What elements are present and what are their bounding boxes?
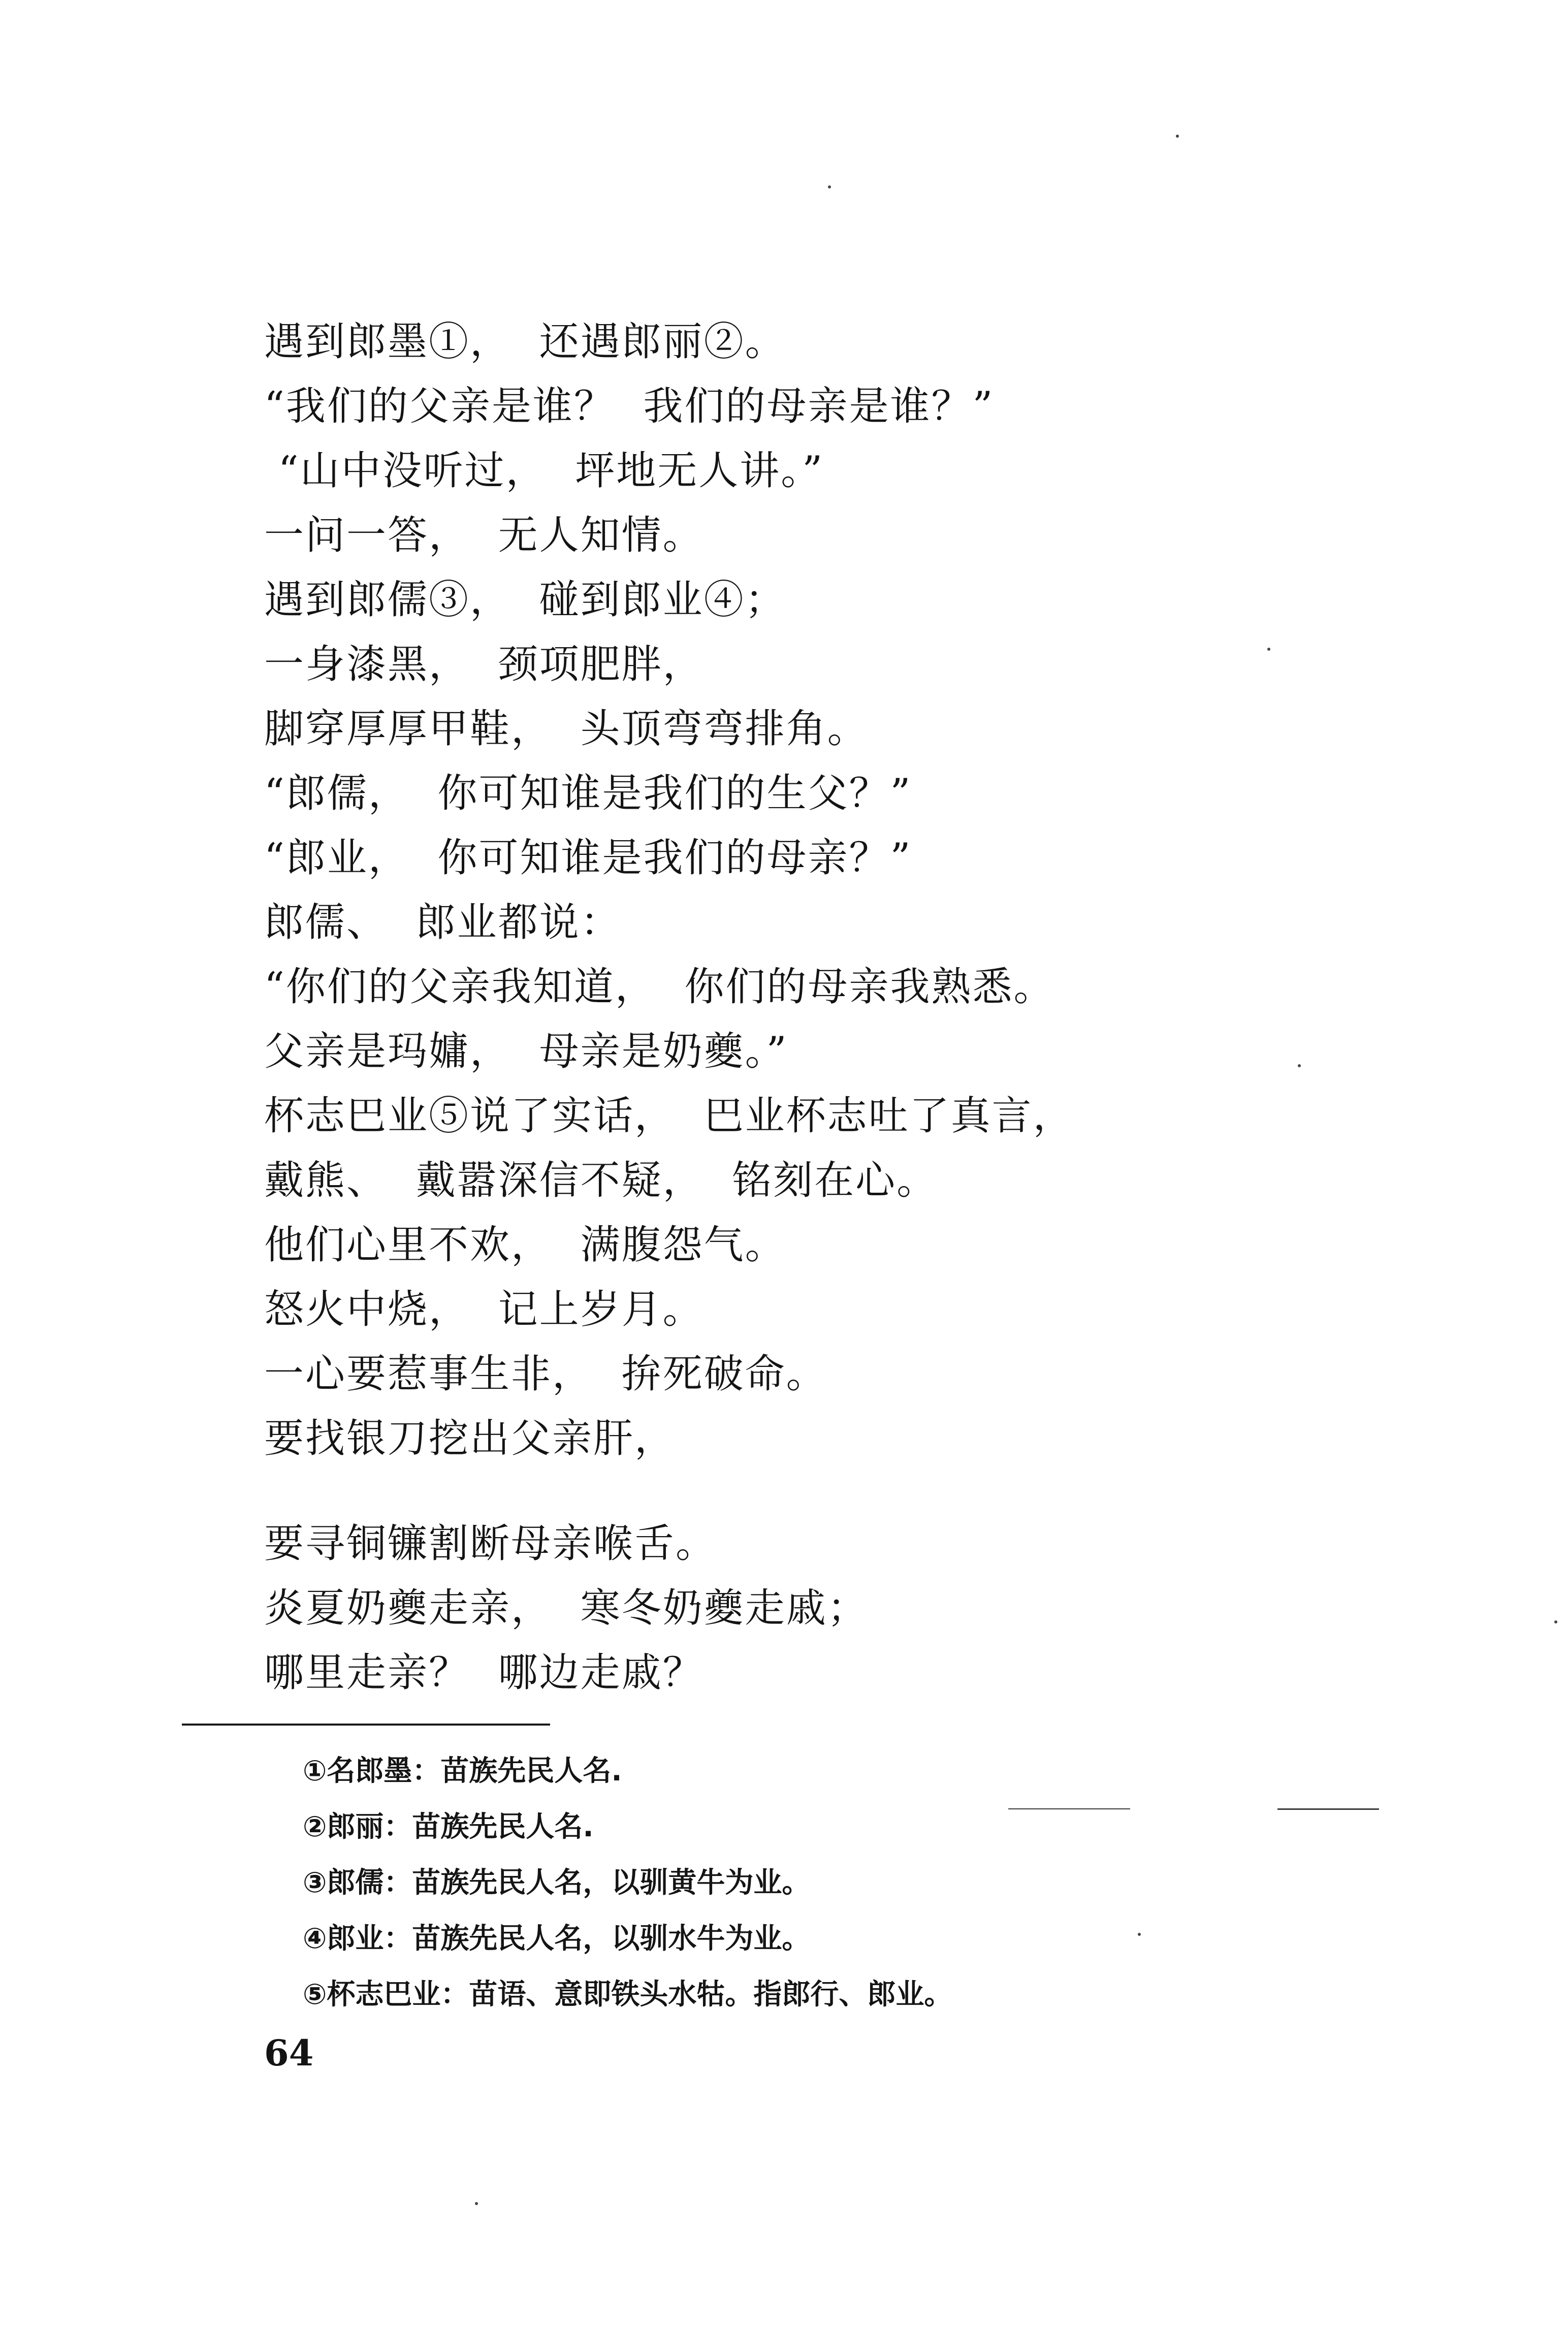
- verse-line: 炎夏奶夔走亲， 寒冬奶夔走戚；: [264, 1585, 869, 1631]
- verse-line: 遇到郎墨①， 还遇郎丽②。: [264, 319, 786, 365]
- verse-line: 怒火中烧， 记上岁月。: [264, 1287, 704, 1332]
- verse-line: “我们的父亲是谁？ 我们的母亲是谁？”: [264, 384, 995, 429]
- stanza-gap: [264, 1471, 1483, 1512]
- verse-line: 要寻铜镰割断母亲喉舌。: [264, 1521, 717, 1567]
- verse-line: 哪里走亲？ 哪边走戚？: [264, 1650, 704, 1696]
- verse-line: 杯志巴业⑤说了实话， 巴业杯志吐了真言，: [264, 1093, 1074, 1139]
- scan-artifact-dot: [1138, 1933, 1141, 1936]
- verse-line: 他们心里不欢， 满腹怨气。: [264, 1222, 786, 1268]
- verse-line: 戴熊、 戴嚣深信不疑， 铭刻在心。: [264, 1158, 938, 1203]
- verse-line: 遇到郎儒③， 碰到郎业④；: [264, 577, 786, 623]
- scan-artifact-dot: [828, 185, 831, 188]
- verse-line: 父亲是玛嫞， 母亲是奶夔。”: [264, 1029, 788, 1074]
- verse-line: “山中没听过， 坪地无人讲。”: [264, 448, 824, 494]
- footnote-item: ③郎儒：苗族先民人名，以驯黄牛为业。: [303, 1866, 811, 1899]
- verse-line: “你们的父亲我知道， 你们的母亲我熟悉。: [264, 964, 1055, 1010]
- scan-artifact-dot: [1554, 1620, 1557, 1623]
- verse-line: “郎儒， 你可知谁是我们的生父？”: [264, 771, 912, 816]
- page-number: 64: [264, 2032, 314, 2074]
- verse-line: 郎儒、 郎业都说：: [264, 900, 622, 945]
- footnote-item: ②郎丽：苗族先民人名.: [303, 1810, 594, 1843]
- verse-block: [264, 310, 1483, 1705]
- footnote-item: ④郎业：苗族先民人名，以驯水牛为业。: [303, 1922, 811, 1955]
- scan-artifact-dot: [475, 2202, 478, 2205]
- verse-line: “郎业， 你可知谁是我们的母亲？”: [264, 835, 912, 881]
- footnote-item: ①名郎墨：苗族先民人名.: [303, 1755, 622, 1788]
- scan-artifact-line: [1277, 1808, 1379, 1810]
- footnote-item: ⑤杯志巴业：苗语、意即铁头水牯。指郎行、郎业。: [303, 1978, 953, 2011]
- verse-line: 要找银刀挖出父亲肝，: [264, 1416, 676, 1461]
- scan-artifact-line: [1008, 1808, 1130, 1809]
- verse-line: 一身漆黑， 颈项肥胖，: [264, 642, 704, 687]
- scan-artifact-dot: [1267, 648, 1270, 651]
- scan-artifact-dot: [1298, 1064, 1301, 1067]
- verse-line: 脚穿厚厚甲鞋， 头顶弯弯排角。: [264, 706, 869, 752]
- footnotes: [303, 1743, 1471, 2023]
- scan-artifact-dot: [1176, 135, 1179, 138]
- verse-line: 一问一答， 无人知情。: [264, 513, 704, 558]
- footnote-divider: [182, 1724, 550, 1726]
- verse-line: 一心要惹事生非， 拚死破命。: [264, 1351, 827, 1397]
